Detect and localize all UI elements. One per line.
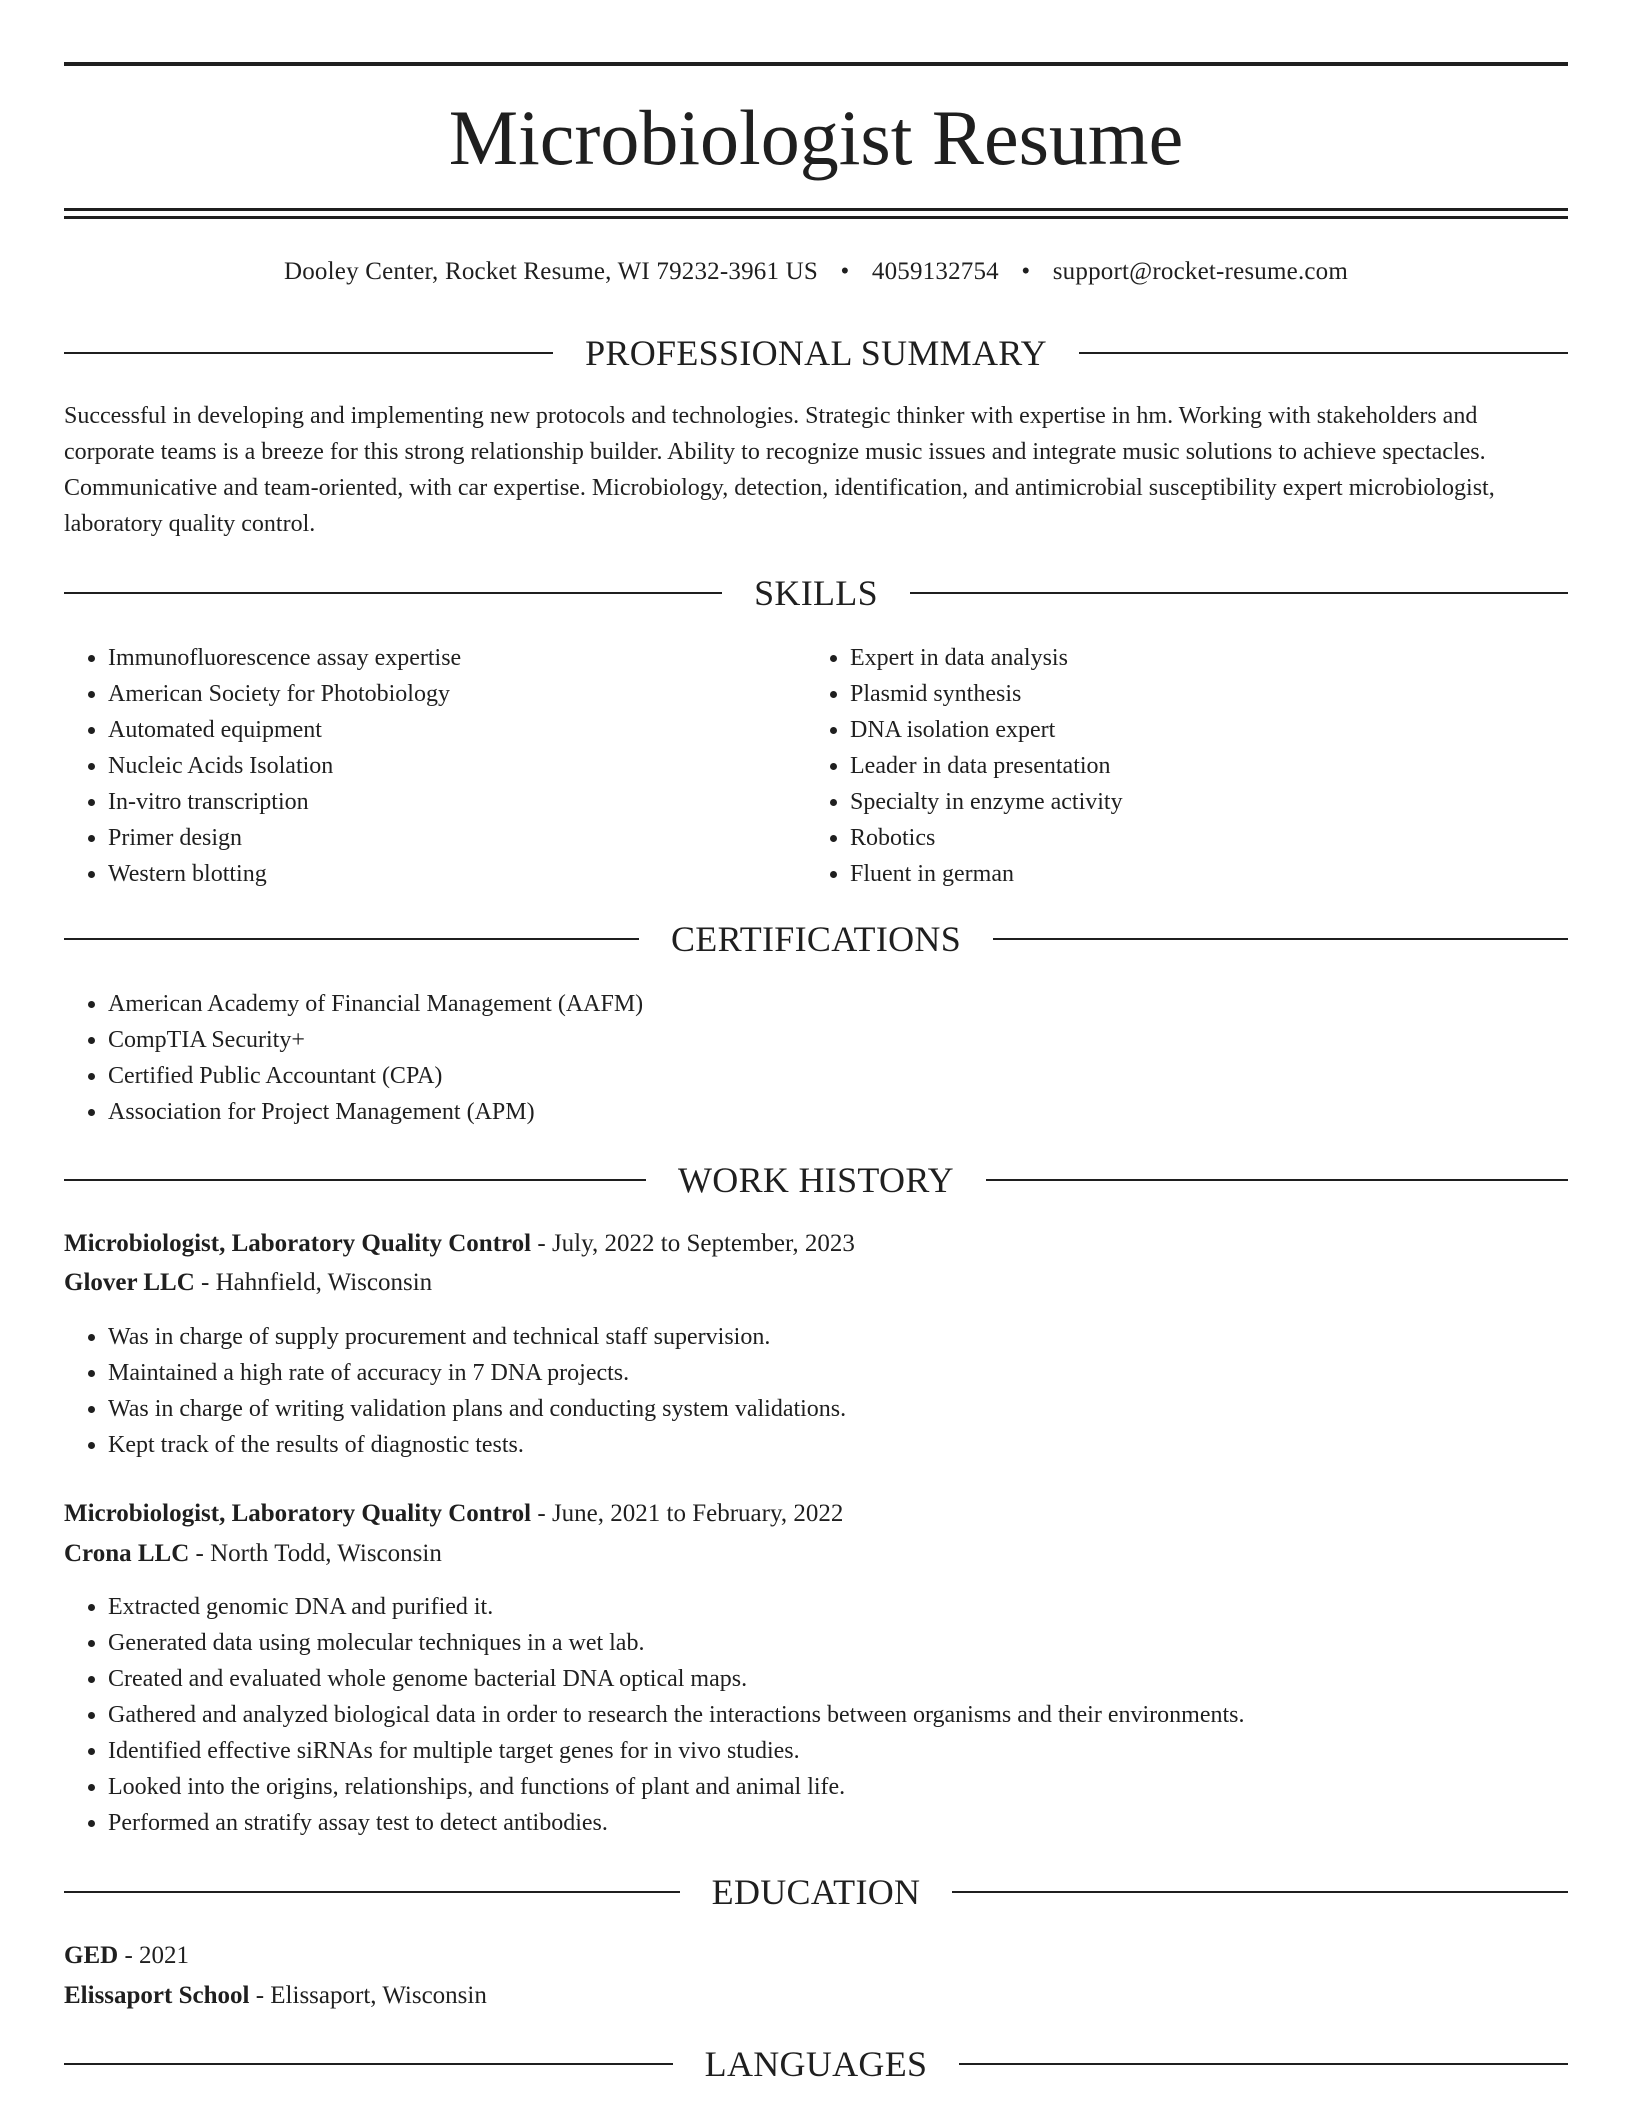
list-item: • Plasmid synthesis [850,676,1506,712]
top-rule [64,62,1568,66]
title-rule-upper [64,208,1568,211]
job-company: Crona LLC [64,1540,190,1567]
page-title: Microbiologist Resume [448,94,1184,181]
list-item: • Primer design [108,820,764,856]
heading-label: WORK HISTORY [678,1160,954,1200]
section-heading-work-history [64,1158,1568,1202]
list-item: • Association for Project Management (APM) [108,1094,1264,1130]
job-company-line [64,1264,1568,1302]
list-item: • Specialty in enzyme activity [850,784,1506,820]
education-school-line [64,1977,1568,2015]
list-item: • Gathered and analyzed biological data in order to research the interactions between organisms and their environments. [108,1697,1524,1733]
job-title: Microbiologist, Laboratory Quality Control [64,1500,532,1527]
contact-separator: • [1021,258,1031,285]
list-item: • Leader in data presentation [850,748,1506,784]
education-location: - Elissaport, Wisconsin [249,1982,487,2009]
list-item: • Robotics [850,820,1506,856]
section-heading-certifications [64,917,1568,961]
summary-text: Successful in developing and implementing new protocols and technologies. Strategic thinker with expertise in hm. Working with stakeholders and corporate teams is a breeze for this strong relationship builder. Ability to recognize music issues and integrate music solutions to achieve spectacles. Communicative and team-oriented, with car expertise. Microbiology, detection, identification, and antimicrobial susceptibility expert microbiologist, laboratory quality control. [64,403,1495,537]
skills-left-column [64,640,764,892]
certifications-list [64,986,1264,1130]
job-dates: - June, 2021 to February, 2022 [531,1500,844,1527]
heading-rule [64,592,722,594]
list-item: • Performed an stratify assay test to detect antibodies. [108,1805,1524,1841]
heading-rule [952,1891,1568,1893]
list-item: • CompTIA Security+ [108,1022,1264,1058]
heading-rule [64,1891,680,1893]
list-item: • Kept track of the results of diagnostic tests. [108,1427,1524,1463]
contact-address: Dooley Center, Rocket Resume, WI 79232-3961 US [283,258,819,285]
heading-rule [64,352,553,354]
skills-right-column [806,640,1506,892]
heading-rule [1079,352,1568,354]
job-title: Microbiologist, Laboratory Quality Control [64,1230,532,1257]
heading-rule [910,592,1568,594]
list-item: • Was in charge of supply procurement and technical staff supervision. [108,1319,1524,1355]
list-item: • Western blotting [108,856,764,892]
list-item: • American Society for Photobiology [108,676,764,712]
job-title-line [64,1495,1568,1533]
list-item: • Maintained a high rate of accuracy in 7 DNA projects. [108,1355,1524,1391]
heading-label: SKILLS [754,573,878,613]
list-item: • Looked into the origins, relationships, and functions of plant and animal life. [108,1769,1524,1805]
section-heading-education [64,1870,1568,1914]
job-company: Glover LLC [64,1269,195,1296]
section-heading-languages [64,2042,1568,2086]
heading-label: EDUCATION [711,1872,921,1912]
section-heading-summary [64,331,1568,375]
list-item: • Immunofluorescence assay expertise [108,640,764,676]
job-bullets [64,1589,1524,1841]
list-item: • American Academy of Financial Management (AAFM) [108,986,1264,1022]
education-degree: GED [64,1942,119,1969]
heading-rule [64,2063,673,2065]
list-item: • Fluent in german [850,856,1506,892]
education-school: Elissaport School [64,1982,250,2009]
contact-phone: 4059132754 [871,258,999,285]
heading-rule [64,1179,646,1181]
list-item: • DNA isolation expert [850,712,1506,748]
heading-label: CERTIFICATIONS [670,919,962,959]
list-item: • Was in charge of writing validation plans and conducting system validations. [108,1391,1524,1427]
heading-rule [64,938,639,940]
heading-rule [993,938,1568,940]
list-item: • Created and evaluated whole genome bacterial DNA optical maps. [108,1661,1524,1697]
list-item: • Identified effective siRNAs for multiple target genes for in vivo studies. [108,1733,1524,1769]
job-title-line [64,1225,1568,1263]
list-item: • Certified Public Accountant (CPA) [108,1058,1264,1094]
education-year: - 2021 [118,1942,190,1969]
heading-label: PROFESSIONAL SUMMARY [585,333,1047,373]
list-item: • Generated data using molecular techniques in a wet lab. [108,1625,1524,1661]
list-item: • Automated equipment [108,712,764,748]
section-heading-skills [64,571,1568,615]
title-rule-lower [64,216,1568,219]
job-location: - Hahnfield, Wisconsin [194,1269,433,1296]
heading-rule [959,2063,1568,2065]
education-degree-line [64,1937,1568,1975]
list-item: • In-vitro transcription [108,784,764,820]
job-bullets [64,1319,1524,1463]
list-item: • Nucleic Acids Isolation [108,748,764,784]
list-item: • Expert in data analysis [850,640,1506,676]
contact-line [64,254,1568,290]
job-company-line [64,1535,1568,1573]
job-dates: - July, 2022 to September, 2023 [531,1230,855,1257]
contact-email: support@rocket-resume.com [1052,258,1349,285]
heading-rule [986,1179,1568,1181]
heading-label: LANGUAGES [704,2044,928,2084]
list-item: • Extracted genomic DNA and purified it. [108,1589,1524,1625]
contact-separator: • [840,258,850,285]
job-location: - North Todd, Wisconsin [189,1540,442,1567]
